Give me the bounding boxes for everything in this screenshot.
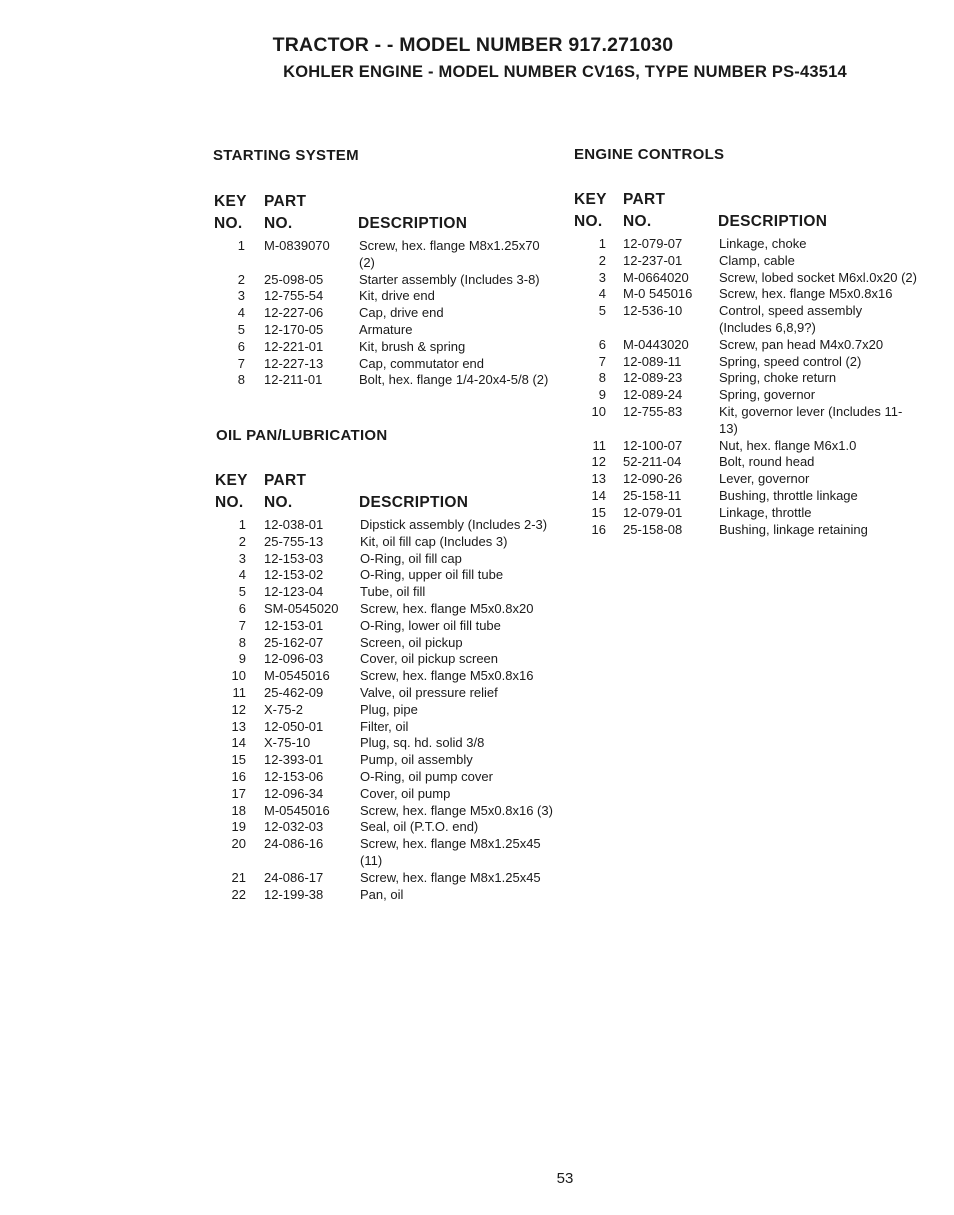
key-number: 17 [231,785,246,801]
part-header: PART [264,472,307,489]
key-number: 15 [231,752,246,768]
key-number: 14 [591,487,606,503]
key-number: 20 [231,836,246,852]
part-description: Kit, governor lever (Includes 11-13) [719,403,903,436]
section-title: OIL PAN/LUBRICATION [216,427,388,444]
parts-row [0,601,575,618]
key-number: 2 [238,533,246,549]
key-number: 19 [231,819,246,835]
key-number: 22 [231,886,246,902]
key-number: 3 [237,288,245,304]
part-number: 12-123-04 [264,584,324,600]
parts-row [0,685,575,702]
parts-row [0,370,930,387]
key-number: 3 [238,550,246,566]
key-number: 5 [238,584,246,600]
page-subtitle: KOHLER ENGINE - MODEL NUMBER CV16S, TYPE NUMBER PS-43514 [283,63,847,81]
parts-row [0,819,575,836]
part-number: 12-153-03 [264,550,324,566]
part-number: M-0664020 [623,269,689,285]
key-number: 10 [591,403,606,419]
part-number: 12-199-38 [264,886,324,902]
key-number: 11 [592,437,606,453]
key-number: 16 [231,768,246,784]
key-header: KEY [215,472,248,489]
key-number: 1 [237,238,245,253]
part-description: Linkage, throttle [719,504,812,520]
parts-row [0,668,575,685]
part-number: 25-162-07 [264,634,324,650]
key-number: 4 [238,567,246,583]
part-description: Screw, hex. flange M5x0.8x16 [719,286,893,302]
part-number: 12-755-54 [264,288,324,304]
part-number: 12-079-07 [623,236,683,251]
key-number: 6 [598,336,606,352]
part-number: 12-153-01 [264,617,324,633]
parts-row [0,236,930,253]
key-header: KEY [574,191,607,208]
key-number: 2 [237,271,245,287]
key-number: 6 [238,600,246,616]
part-description: Screw, hex. flange M5x0.8x20 [360,600,534,616]
parts-row [0,286,930,303]
page-title: TRACTOR - - MODEL NUMBER 917.271030 [272,34,674,56]
description-header: DESCRIPTION [358,215,468,232]
key-number: 8 [598,370,606,386]
part-number: 12-227-06 [264,305,324,321]
part-no-header: NO. [264,494,293,511]
description-header: DESCRIPTION [359,494,469,511]
part-number: 12-096-03 [264,651,324,667]
part-description: Kit, drive end [359,288,435,304]
part-number: 12-096-34 [264,785,324,801]
parts-row [0,471,930,488]
key-number: 8 [238,634,246,650]
part-description: Screw, hex. flange M8x1.25x45 [360,869,541,885]
part-description: Bolt, round head [719,454,815,470]
part-description: Bushing, linkage retaining [719,521,868,537]
part-number: 12-755-83 [623,403,683,419]
parts-row [0,769,575,786]
key-number: 6 [237,338,245,354]
part-number: 12-089-23 [623,370,683,386]
part-description: Armature [359,321,413,337]
part-description: Cover, oil pickup screen [360,651,499,667]
parts-row [0,618,575,635]
parts-row [0,438,930,455]
part-description: Starter assembly (Includes 3-8) [359,271,540,287]
parts-row [0,505,930,522]
part-number: 12-227-13 [264,355,324,371]
part-description: O-Ring, oil fill cap [360,550,462,566]
part-number: M-0443020 [623,336,689,352]
section-title: ENGINE CONTROLS [574,146,725,163]
key-number: 5 [237,321,245,337]
part-description: Screw, hex. flange M8x1.25x70 (2) [359,238,540,270]
part-number: 12-079-01 [623,504,683,520]
key-number: 13 [591,471,606,487]
description-header: DESCRIPTION [718,213,828,230]
part-description: Kit, brush & spring [359,338,466,354]
part-description: O-Ring, oil pump cover [360,768,493,784]
parts-row [0,870,575,887]
parts-row [0,567,575,584]
part-number: X-75-2 [264,701,304,717]
key-number: 3 [598,269,606,285]
part-description: O-Ring, lower oil fill tube [360,617,501,633]
part-description: O-Ring, upper oil fill tube [360,567,504,583]
part-number: 12-237-01 [623,252,683,268]
part-description: Control, speed assembly (Includes 6,8,9?) [719,303,863,335]
key-no-header: NO. [574,213,603,230]
key-no-header: NO. [214,215,243,232]
part-description: Filter, oil [360,718,409,734]
key-number: 10 [231,668,246,684]
part-number: M-0545016 [264,802,330,818]
part-description: Screw, hex. flange M8x1.25x45 (11) [360,836,541,868]
parts-row [0,836,575,870]
part-number: 12-089-11 [623,353,682,369]
part-description: Tube, oil fill [360,584,426,600]
part-description: Nut, hex. flange M6x1.0 [719,437,857,453]
part-number: 25-098-05 [264,271,324,287]
parts-row [0,584,575,601]
parts-row [0,454,930,471]
page-number: 53 [556,1170,574,1187]
part-number: 12-100-07 [623,437,683,453]
parts-row [0,887,575,904]
engine-controls-list [0,236,930,538]
part-description: Lever, governor [719,471,810,487]
part-number: 24-086-16 [264,836,324,852]
part-description: Pump, oil assembly [360,752,473,768]
key-number: 4 [237,305,245,321]
key-number: 7 [598,353,606,369]
parts-row [0,488,930,505]
part-description: Linkage, choke [719,236,807,251]
key-number: 2 [598,252,606,268]
parts-row [0,786,575,803]
parts-row [0,651,575,668]
parts-row [0,337,930,354]
key-number: 14 [231,735,246,751]
part-description: Screen, oil pickup [360,634,463,650]
key-number: 21 [231,869,246,885]
part-description: Plug, sq. hd. solid 3/8 [360,735,485,751]
part-description: Spring, speed control (2) [719,353,862,369]
part-number: 25-755-13 [264,533,324,549]
key-header: KEY [214,193,247,210]
part-number: 12-153-06 [264,768,324,784]
part-number: 12-089-24 [623,387,683,403]
parts-row [0,702,575,719]
key-number: 1 [238,517,246,532]
part-description: Bolt, hex. flange 1/4-20x4-5/8 (2) [359,372,549,388]
part-number: M-0545016 [264,668,330,684]
part-description: Seal, oil (P.T.O. end) [360,819,479,835]
part-description: Clamp, cable [719,252,795,268]
part-number: SM-0545020 [264,600,339,616]
part-description: Cap, commutator end [359,355,485,371]
key-number: 12 [591,454,606,470]
part-description: Screw, pan head M4x0.7x20 [719,336,884,352]
parts-row [0,354,930,371]
key-number: 5 [598,303,606,319]
part-description: Dipstick assembly (Includes 2-3) [360,517,548,532]
part-no-header: NO. [264,215,293,232]
part-number: X-75-10 [264,735,311,751]
part-header: PART [623,191,666,208]
part-number: 12-393-01 [264,752,324,768]
part-number: 25-158-08 [623,521,683,537]
parts-row [0,522,930,539]
part-number: 12-038-01 [264,517,324,532]
part-description: Kit, oil fill cap (Includes 3) [360,533,508,549]
parts-row [0,752,575,769]
part-number: 12-032-03 [264,819,324,835]
part-no-header: NO. [623,213,652,230]
part-number: 12-170-05 [264,321,324,337]
parts-row [0,735,575,752]
key-no-header: NO. [215,494,244,511]
parts-row [0,270,930,287]
parts-row [0,404,930,438]
part-description: Pan, oil [360,886,404,902]
part-number: 25-158-11 [623,487,682,503]
part-number: 12-211-01 [264,372,323,388]
part-number: M-0 545016 [623,286,693,302]
key-number: 4 [598,286,606,302]
part-description: Spring, choke return [719,370,837,386]
key-number: 9 [598,387,606,403]
key-number: 7 [237,355,245,371]
part-description: Screw, lobed socket M6xl.0x20 (2) [719,269,917,285]
part-number: 12-050-01 [264,718,324,734]
part-description: Screw, hex. flange M5x0.8x16 (3) [360,802,553,818]
key-number: 8 [237,372,245,388]
parts-row [0,551,575,568]
part-description: Plug, pipe [360,701,418,717]
section-title: STARTING SYSTEM [213,147,359,164]
parts-row [0,387,930,404]
part-description: Cap, drive end [359,305,444,321]
oil-pan-list [0,517,575,903]
part-number: 12-090-26 [623,471,683,487]
part-number: 25-462-09 [264,684,324,700]
key-number: 13 [231,718,246,734]
part-number: 12-221-01 [264,338,324,354]
key-number: 16 [591,521,606,537]
part-number: 12-153-02 [264,567,324,583]
part-description: Cover, oil pump [360,785,451,801]
part-number: M-0839070 [264,238,330,253]
part-description: Bushing, throttle linkage [719,487,858,503]
key-number: 9 [238,651,246,667]
key-number: 7 [238,617,246,633]
part-description: Spring, governor [719,387,816,403]
part-description: Valve, oil pressure relief [360,684,498,700]
key-number: 1 [598,236,606,251]
part-number: 12-536-10 [623,303,683,319]
parts-row [0,803,575,820]
part-header: PART [264,193,307,210]
parts-row [0,635,575,652]
parts-row [0,303,930,337]
part-number: 24-086-17 [264,869,324,885]
key-number: 15 [591,504,606,520]
part-number: 52-211-04 [623,454,682,470]
parts-row [0,719,575,736]
key-number: 11 [232,684,246,700]
key-number: 18 [231,802,246,818]
part-description: Screw, hex. flange M5x0.8x16 [360,668,534,684]
key-number: 12 [231,701,246,717]
parts-row [0,253,930,270]
